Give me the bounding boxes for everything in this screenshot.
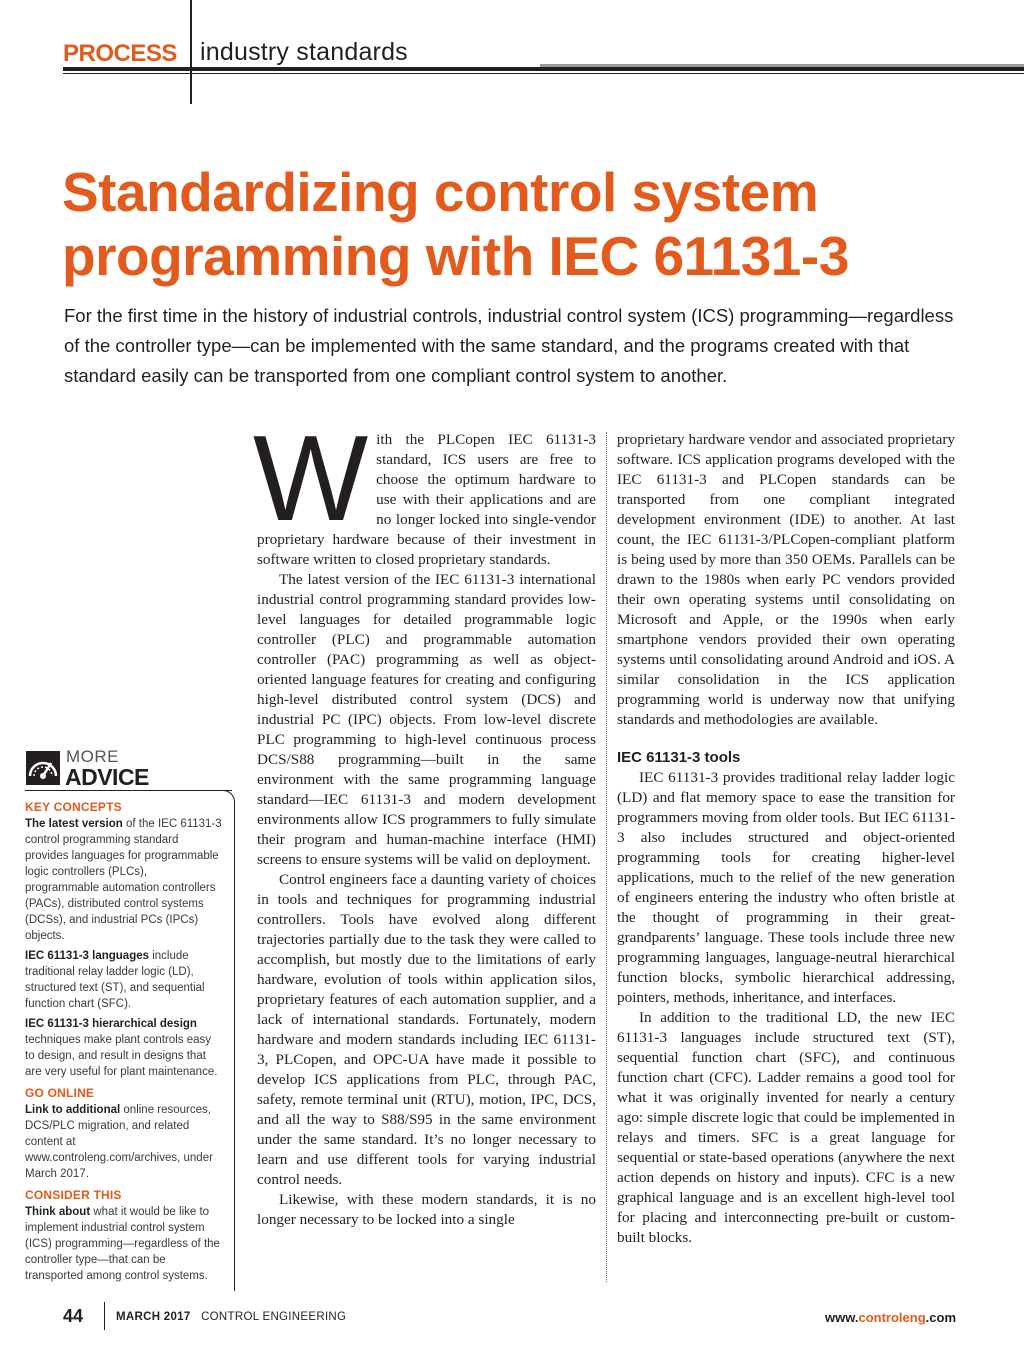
more-label: MORE (66, 747, 119, 766)
paragraph-text: ith the PLCopen IEC 61131-3 standard, ICS users are free to choose the optimum hardware to use with their applications and are no longer locked into single-vendor proprietary hardware because of their investment in software written to closed proprietary standards. (257, 431, 596, 568)
paragraph: Likewise, with these modern standards, it is no longer necessary to be locked into a single (257, 1191, 596, 1228)
consider-this-heading: CONSIDER THIS (25, 1188, 122, 1202)
article-title: Standardizing control system programming with IEC 61131-3 (62, 161, 849, 287)
key-concept-item: IEC 61131-3 languages include traditional relay ladder logic (LD), structured text (ST), and sequential function chart (SFC). (25, 950, 205, 1010)
body-column-2 (617, 430, 955, 1248)
go-online-text: Link to additional online resources, DCS/PLC migration, and related content at www.controleng.com/archives, under March 2017. (25, 1104, 213, 1180)
publication-name: CONTROL ENGINEERING (201, 1311, 347, 1323)
subsection-label: industry standards (200, 38, 408, 66)
sidebar (25, 800, 223, 1288)
key-concept-item: IEC 61131-3 hierarchical design techniques make plant controls easy to design, and result in designs that are very useful for plant maintenance. (25, 1018, 218, 1078)
key-concept-item: The latest version of the IEC 61131-3 control programming standard provides languages for programmable logic controllers (PLCs), programmable automation controllers (PACs), distributed control systems (DCSs), and industrial PCs (IPCs) objects. (25, 818, 222, 942)
consider-this-text: Think about what it would be like to implement industrial control system (ICS) programming—regardless of the controller type—that can be transported among control systems. (25, 1206, 220, 1282)
header-rule (63, 67, 1024, 71)
paragraph: The latest version of the IEC 61131-3 international industrial control programming standard provides low-level languages for detailed programmable logic controller (PLC) and programmable automation controller (PAC) programming as well as object-oriented language features for creating and configuring high-level distributed control system (DCS) and industrial PC (IPC) objects. From low-level discrete PLC programming to high-level continuous process DCS/S88 programming—built in the same environment with the same programming language standard—IEC 61131-3 and modern development environments allow ICS programmers to fully simulate their program and human-machine interface (HMI) screens to ensure systems will be valid on deployment. (257, 571, 596, 868)
header-rule-thin (63, 73, 1024, 74)
article-lead: For the first time in the history of industrial controls, industrial control system (ICS) programming—regardless of the controller type—can be implemented with the same standard, and the programs created with that standard easily can be transported from one compliant control system to another. (64, 305, 954, 386)
sidebar-frame (222, 790, 235, 1291)
key-concepts-heading: KEY CONCEPTS (25, 800, 122, 814)
paragraph: Control engineers face a daunting variety of choices in tools and techniques for programming industrial controllers. Tools have evolved along different trajectories partially due to the task they were called to accomplish, but mostly due to the limitations of early hardware, evolution of tools within application silos, proprietary features of each automation supplier, and a lack of international standards. Fortunately, modern hardware and modern standards including IEC 61131-3, PLCopen, and OPC-UA have made it possible to develop ICS applications from PLC, through PAC, safety, remote terminal unit (RTU), motion, IPC, DCS, and all the way to S88/S95 in the same environment under the same standard. It’s no longer necessary to learn and use different tools for varying industrial control needs. (257, 871, 596, 1188)
drop-cap: W (253, 410, 369, 546)
paragraph: proprietary hardware vendor and associated proprietary software. ICS application programs developed with the IEC 61131-3 and PLCopen standards can be transported from one compliant integrated development environment (IDE) to another. At last count, the IEC 61131-3/PLCopen-compliant platform is being used by more than 350 OEMs. Parallels can be drawn to the 1980s when early PC vendors provided their own operating systems until consolidating on Microsoft and Apple, or the 1990s when early smartphone vendors provided their own operating systems until consolidating around Android and iOS. A similar consolidation in the ICS application programming world is underway now that unifying standards and methodologies are available. (617, 431, 955, 728)
advice-gauge-icon (25, 750, 61, 786)
paragraph (253, 410, 596, 570)
body-column-1 (253, 410, 596, 1230)
issue-date: MARCH 2017 (116, 1311, 191, 1323)
sidebar-rule (25, 790, 232, 791)
footer-divider (104, 1302, 105, 1330)
paragraph: IEC 61131-3 provides traditional relay ladder logic (LD) and flat memory space to ease the transition for programmers moving from older tools. But IEC 61131-3 also includes structured and object-oriented programming tools for creating higher-level applications, much to the relief of the new generation of engineers entering the industry who often bristle at the thought of programming in their great-grandparents’ language. These tools include three new programming languages, language-neutral hierarchical function blocks, symbolic hierarchical addressing, pointers, methods, inheritance, and interfaces. (617, 769, 955, 1006)
footer-url[interactable]: www.controleng.com (825, 1310, 956, 1325)
page-number: 44 (63, 1306, 84, 1326)
column-divider (606, 432, 607, 1282)
section-label: PROCESS (63, 40, 177, 67)
go-online-heading: GO ONLINE (25, 1086, 95, 1100)
footer-issue (116, 1311, 346, 1323)
paragraph: In addition to the traditional LD, the new IEC 61131-3 languages include structured text (ST), sequential function chart (SFC), and continuous function chart (CFC). Ladder remains a good tool for what it was originally invented for nearly a century ago: simple discrete logic that could be implemented in relays and timers. SFC is a great language for sequential or state-based operations (anywhere the next action depends on history and inputs). CFC is a new graphical language and is an excellent high-level tool for placing and interconnecting pre-built or custom-built blocks. (617, 1009, 955, 1246)
section-heading: IEC 61131-3 tools (617, 749, 741, 766)
advice-label: ADVICE (65, 764, 149, 790)
header-vertical-rule (190, 0, 192, 104)
